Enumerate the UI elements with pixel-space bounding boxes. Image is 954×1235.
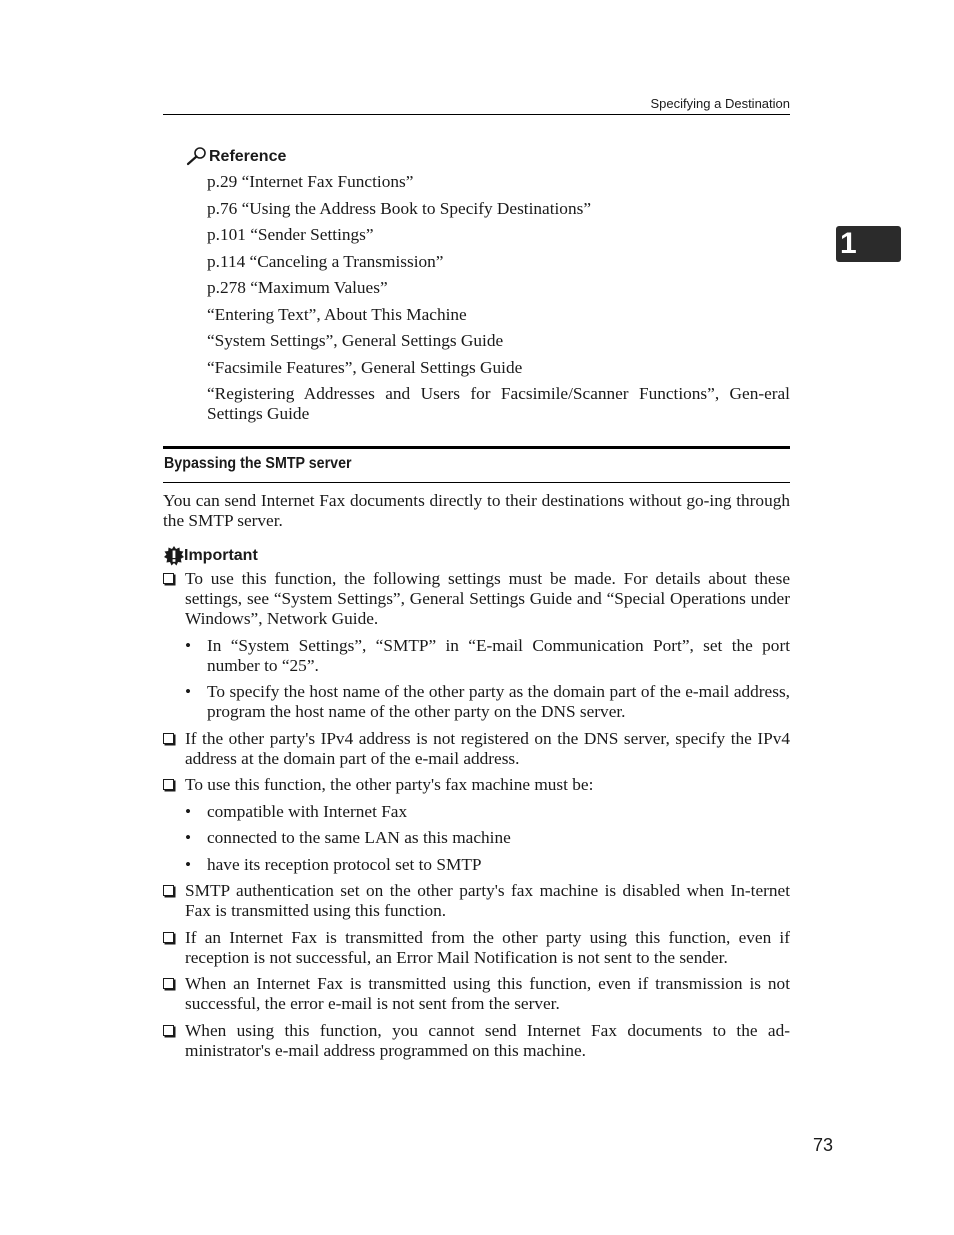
reference-title: Reference [209, 148, 287, 165]
reference-item: p.101 “Sender Settings” [207, 225, 374, 244]
important-item-text: To use this function, the other party's fax machine must be: [185, 775, 594, 794]
header-rule [163, 114, 790, 115]
bullet-text: In “System Settings”, “SMTP” in “E-mail Communication Port”, set the port number to “25”. [207, 635, 790, 675]
bullet-text: compatible with Internet Fax [207, 801, 408, 821]
bullet-item [185, 802, 790, 822]
section-rule [163, 482, 790, 483]
checkbox-icon [163, 573, 174, 584]
magnifier-icon [186, 146, 208, 166]
running-header: Specifying a Destination [650, 96, 790, 111]
reference-item: p.76 “Using the Address Book to Specify Destinations” [207, 198, 591, 218]
reference-list [207, 172, 790, 431]
important-item-text: If the other party's IPv4 address is not registered on the DNS server, specify the IPv4 address at the domain part of the e-mail address. [185, 728, 790, 768]
important-item [163, 775, 790, 875]
important-item-text: SMTP authentication set on the other party's fax machine is disabled when In-ternet Fax is transmitted using this function. [185, 881, 790, 920]
important-icon [164, 546, 184, 566]
important-title: Important [184, 547, 258, 564]
important-heading [164, 546, 258, 566]
bullet-text: connected to the same LAN as this machine [207, 828, 511, 847]
important-item [163, 974, 790, 1014]
checkbox-icon [163, 932, 174, 943]
checkbox-icon [163, 779, 174, 790]
bullet-icon: • [185, 854, 192, 874]
bullet-list [185, 636, 790, 723]
section-top-bar [163, 446, 790, 449]
checkbox-icon [163, 733, 174, 744]
bullet-item [185, 682, 790, 722]
important-item-text: To use this function, the following settings must be made. For details about these settings, see “System Settings”, General Settings Guide and “Special Operations under Windows”, Network Guide. [185, 569, 790, 628]
reference-item: p.29 “Internet Fax Functions” [207, 172, 414, 191]
checkbox-icon [163, 885, 174, 896]
section-intro: You can send Internet Fax documents directly to their destinations without go-ing through the SMTP server. [163, 491, 790, 530]
important-list [163, 569, 790, 1067]
section-title: Bypassing the SMTP server [164, 455, 352, 472]
checkbox-icon [163, 978, 174, 989]
bullet-list [185, 802, 790, 875]
important-item-text: If an Internet Fax is transmitted from the other party using this function, even if reception is not successful, an Error Mail Notification is not sent to the sender. [185, 927, 790, 967]
bullet-icon: • [185, 635, 192, 655]
important-item [163, 881, 790, 921]
bullet-item [185, 828, 790, 848]
bullet-text: To specify the host name of the other party as the domain part of the e-mail address, program the host name of the other party on the DNS server. [207, 682, 790, 721]
bullet-item [185, 636, 790, 676]
important-item [163, 928, 790, 968]
important-item [163, 1021, 790, 1061]
checkbox-icon [163, 1025, 174, 1036]
important-item-text: When using this function, you cannot send Internet Fax documents to the ad-ministrator's e-mail address programmed on this machine. [185, 1020, 790, 1060]
reference-item: “Entering Text”, About This Machine [207, 304, 467, 324]
important-item [163, 569, 790, 722]
reference-item: “System Settings”, General Settings Guide [207, 331, 504, 350]
chapter-tab: 1 [836, 226, 901, 262]
reference-item: p.114 “Canceling a Transmission” [207, 251, 444, 271]
bullet-item [185, 855, 790, 875]
reference-item: “Facsimile Features”, General Settings Guide [207, 357, 523, 377]
bullet-icon: • [185, 801, 192, 821]
important-item-text: When an Internet Fax is transmitted using this function, even if transmission is not successful, the error e-mail is not sent from the server. [185, 974, 790, 1013]
bullet-text: have its reception protocol set to SMTP [207, 854, 482, 874]
reference-heading [186, 146, 286, 166]
important-item [163, 729, 790, 769]
bullet-icon: • [185, 682, 192, 701]
reference-item: “Registering Addresses and Users for Facsimile/Scanner Functions”, Gen-eral Settings Guide [207, 384, 790, 423]
reference-item: p.278 “Maximum Values” [207, 278, 388, 297]
bullet-icon: • [185, 828, 192, 847]
page-number: 73 [813, 1135, 834, 1155]
